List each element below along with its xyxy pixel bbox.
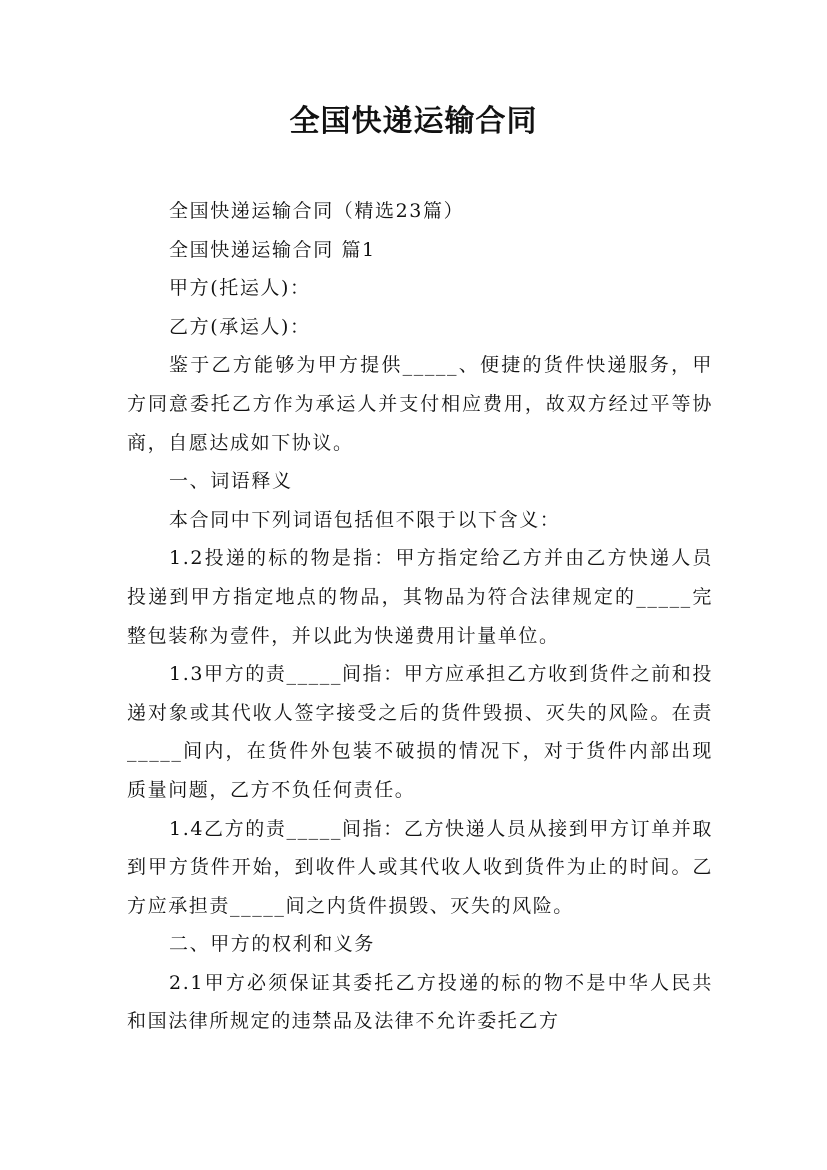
paragraph-preamble: 鉴于乙方能够为甲方提供_____、便捷的货件快递服务，甲方同意委托乙方作为承运人并支付相应费用，故双方经过平等协商，自愿达成如下协议。 (127, 354, 713, 454)
paragraph-heading-definitions: 一、词语释义 (169, 470, 293, 493)
paragraph-party-a: 甲方(托运人)： (169, 277, 311, 300)
paragraph-definitions-intro: 本合同中下列词语包括但不限于以下含义： (169, 508, 561, 531)
document-title: 全国快递运输合同 (289, 104, 538, 139)
paragraph-section-heading: 全国快递运输合同 篇1 (169, 238, 376, 261)
paragraph-clause-1-3: 1.3甲方的责_____间指：甲方应承担乙方收到货件之前和投递对象或其代收人签字接受之后的货件毁损、灭失的风险。在责_____间内，在货件外包装不破损的情况下，对于货件内部出现质量问题，乙方不负任何责任。 (127, 663, 713, 801)
document-body (127, 192, 713, 1041)
paragraph-clause-1-2: 1.2投递的标的物是指：甲方指定给乙方并由乙方快递人员投递到甲方指定地点的物品，其物品为符合法律规定的_____完整包装称为壹件，并以此为快递费用计量单位。 (127, 547, 713, 647)
paragraph-clause-2-1: 2.1甲方必须保证其委托乙方投递的标的物不是中华人民共和国法律所规定的违禁品及法律不允许委托乙方 (127, 971, 713, 1033)
paragraph-heading-rights: 二、甲方的权利和义务 (169, 933, 376, 956)
paragraph-subtitle: 全国快递运输合同（精选23篇） (169, 200, 465, 222)
paragraph-party-b: 乙方(承运人)： (169, 315, 311, 338)
paragraph-clause-1-4: 1.4乙方的责_____间指：乙方快递人员从接到甲方订单并取到甲方货件开始，到收件人或其代收人收到货件为止的时间。乙方应承担责_____间之内货件损毁、灭失的风险。 (127, 817, 713, 917)
